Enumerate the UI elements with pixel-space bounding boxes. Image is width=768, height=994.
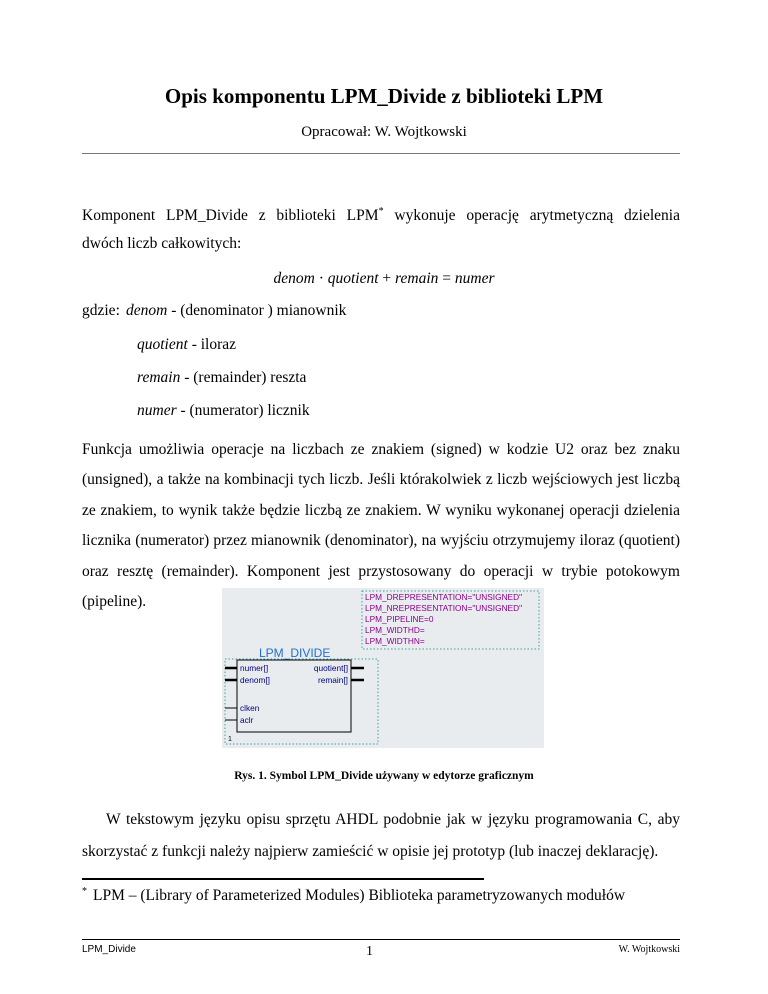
intro-line-2: dwóch liczb całkowitych: <box>82 235 242 252</box>
definition-item <box>137 369 306 387</box>
pin-label: clken <box>240 703 260 713</box>
formula-quotient: quotient <box>327 270 379 287</box>
definitions-prefix-text: gdzie: <box>82 302 120 319</box>
definition-term: numer <box>137 402 177 419</box>
param-line: LPM_NREPRESENTATION="UNSIGNED" <box>365 603 523 613</box>
definition-item <box>137 402 310 420</box>
param-line: LPM_WIDTHN= <box>365 636 425 646</box>
pin-label: remain[] <box>318 675 348 685</box>
intro-text-a: Komponent LPM_Divide z biblioteki LPM <box>82 207 379 224</box>
footnote-star: * <box>82 886 87 897</box>
definition-desc: - (remainder) reszta <box>180 369 307 386</box>
after-figure-paragraph: W tekstowym języku opisu sprzętu AHDL podobnie jak w języku programowania C, aby skorzystać z funkcji należy najpierw zamieścić w opisie jej prototyp (lub inaczej deklarację). <box>82 811 680 860</box>
intro-line-1 <box>82 202 680 230</box>
footnote-divider <box>82 878 484 880</box>
param-line: LPM_DREPRESENTATION="UNSIGNED" <box>365 592 523 602</box>
instance-number: 1 <box>228 736 232 743</box>
definition-term: denom <box>126 302 168 319</box>
pin-label: denom[] <box>240 675 270 685</box>
author-line: Opracował: W. Wojtkowski <box>301 124 467 140</box>
definition-desc: - (denominator ) mianownik <box>167 302 347 319</box>
description-paragraph: Funkcja umożliwia operacje na liczbach ze znakiem (signed) w kodzie U2 oraz bez znaku (unsigned), a także na kombinacji tych liczb. Jeśli którakolwiek z liczb wejściowych jest liczbą ze znakiem, to wynik także będzie liczbą ze znakiem. W wyniku wykonanej operacji dzielenia licznika (numerator) przez mianownik (denominator), na wyjściu otrzymujemy iloraz (quotient) oraz resztę (remainder). Komponent jest przystosowany do operacji w trybie potokowym (pipeline). <box>82 441 680 611</box>
formula-denom: denom <box>273 270 315 287</box>
intro-text-b: wykonuje operację arytmetyczną dzielenia <box>383 207 680 224</box>
title-divider <box>82 153 680 154</box>
intro-paragraph <box>82 202 680 258</box>
division-formula <box>0 270 768 288</box>
footer-divider <box>82 939 680 940</box>
block-title: LPM_DIVIDE <box>259 646 331 660</box>
footnote-text: LPM – (Library of Parameterized Modules) Biblioteka parametryzowanych modułów <box>93 887 626 905</box>
definition-desc: - iloraz <box>187 336 237 353</box>
pin-label: aclr <box>240 715 254 725</box>
formula-plus: + <box>382 270 392 287</box>
definition-term: quotient <box>137 336 188 353</box>
definition-item <box>126 302 346 320</box>
pin-label: numer[] <box>240 663 269 673</box>
lpm-divide-symbol <box>222 588 544 748</box>
footnote <box>82 886 625 905</box>
footer-right: W. Wojtkowski <box>618 944 680 955</box>
pin-label: quotient[] <box>313 663 348 673</box>
param-line: LPM_PIPELINE=0 <box>365 614 434 624</box>
footer-left: LPM_Divide <box>82 944 136 955</box>
formula-equals: = <box>442 270 452 287</box>
definition-desc: - (numerator) licznik <box>176 402 310 419</box>
definitions-prefix <box>82 302 120 320</box>
formula-remain: remain <box>395 270 439 287</box>
document-title: Opis komponentu LPM_Divide z biblioteki LPM <box>164 84 604 108</box>
definition-item <box>137 336 236 354</box>
footnote-mark: * <box>378 205 384 217</box>
page-number: 1 <box>366 944 373 959</box>
formula-dot: · <box>318 270 324 287</box>
param-line: LPM_WIDTHD= <box>365 625 425 635</box>
figure-caption: Rys. 1. Symbol LPM_Divide używany w edytorze graficznym <box>234 770 534 782</box>
definition-term: remain <box>137 369 181 386</box>
formula-numer: numer <box>454 270 495 287</box>
